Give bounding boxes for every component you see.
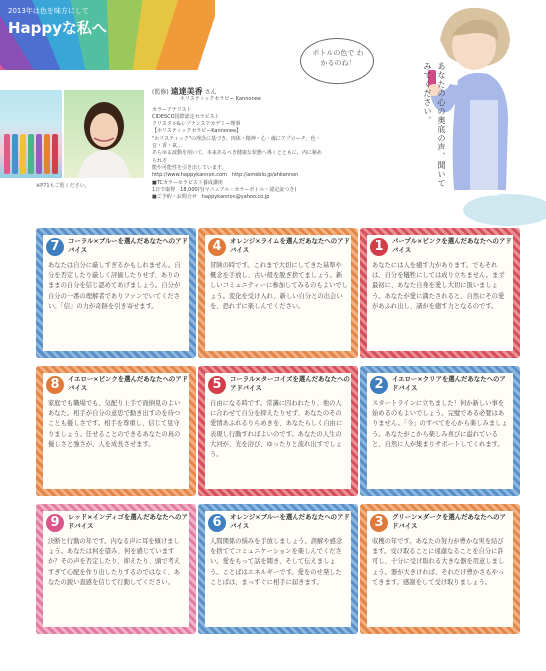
card-title: グリーン×ダークを選んだあなたへのアドバイス [392, 513, 506, 530]
card-title: パープル×ピンクを選んだあなたへのアドバイス [392, 237, 512, 254]
profile-block [152, 88, 322, 201]
vertical-headline-line2: みてください。 [423, 62, 432, 125]
card-body: スタートラインに立ちました！何か新しい事を始めるのもよいでしょう。完璧である必要はありません。「今」のすべてを心から楽しみましょう。あなたがこから楽しみ喜びに溢れていると、自然に人が集まりサポートしてくれます。 [372, 400, 508, 448]
card-body: 冒険の時です。これまで大切にしてきた基準や概念を手放し、古い殻を脱ぎ捨てましょう。新しいコミュニティーに参加してみるのもよいでしょう。変化を受け入れ、新しい自分との出会いを、恐れずに楽しんでください。 [210, 262, 348, 310]
profile-title: ホリスティックセラピー Kannonee [180, 96, 261, 103]
woman-illustration [358, 0, 546, 228]
advice-card-8 [36, 366, 196, 496]
honorific: さん [204, 89, 217, 96]
vertical-headline [420, 62, 448, 188]
card-title: コーラル×ブルーを選んだあなたへのアドバイス [68, 237, 188, 254]
portrait-photo [64, 90, 144, 178]
card-body: 人間関係の悩みを手放しましょう。誤解や感念を捨ててコミュニケーションを楽しんでください。愛をもって話を聞き、そして伝えましょう。ことばはエネルギーです。愛をのせ発したことばは、まっすぐに相手に届きます。 [210, 538, 343, 586]
card-number: 8 [46, 376, 64, 394]
profile-line: カラーアナリスト [152, 106, 192, 113]
card-title: オレンジ×ブルーを選んだあなたへのアドバイス [230, 513, 350, 530]
advice-card-4 [198, 228, 358, 358]
portrait-illustration [64, 90, 144, 178]
advice-card-3 [360, 504, 520, 634]
photo-caption: ※P71もご覧ください。 [36, 183, 90, 189]
profile-line: クリスタル&レゾナンスアカデミー理事 [152, 121, 241, 128]
header-banner [0, 0, 215, 70]
card-number: 1 [370, 238, 388, 256]
card-number: 5 [208, 376, 226, 394]
banner-text [8, 6, 107, 38]
advice-card-9 [36, 504, 196, 634]
card-body: あなたには人を癒す力があります。でもそれは、自分を犠牲にしては成り立ちません。まず最初に、あなた自身を愛し大切に扱いましょう。あなたが愛に満たされると、自然にその愛があふれ出し、諸がを癒す力となるのです。 [372, 262, 505, 310]
profile-line: "ホリスティック"の理念に基づき、肉体・精神・心・魂にアプローチ。色・音・香・氣… [152, 135, 321, 150]
profile-line: 【ホリスティックセラピーKannonee】 [152, 128, 242, 135]
card-title: オレンジ×ライムを選んだあなたへのアドバイス [230, 237, 350, 254]
card-number: 7 [46, 238, 64, 256]
card-number: 4 [208, 238, 226, 256]
supervisor-label: (監修) [152, 89, 169, 96]
card-title: コーラル×ターコイズを選んだあなたへのアドバイス [230, 375, 350, 392]
card-number: 3 [370, 514, 388, 532]
speech-bubble-text: ボトルの色で わかるのね！ [312, 49, 364, 67]
vertical-headline-line1: あなたの心の奥底の声、聞いて [437, 62, 446, 188]
profile-line: 能や可能性を引き出しています。 [152, 164, 227, 171]
card-title: イエロー×ピンクを選んだあなたへのアドバイス [68, 375, 189, 392]
advice-card-1 [360, 228, 520, 358]
card-title: レッド×インディゴを選んだあなたへのアドバイス [68, 513, 188, 530]
card-title: イエロー×クリアを選んだあなたへのアドバイス [392, 375, 506, 392]
advice-card-7 [36, 228, 196, 358]
profile-line: 1日で取得 18,000円(マニュアル・カラーボトル・認定証つき) [152, 186, 297, 193]
profile-line: CIDESCO国際認定セラピスト [152, 113, 220, 120]
card-body: 決断と行動の年です。内なる声に耳を傾けましょう。あなたは何を望み、何を感じていますか？その声を否定したり、抑えたり、頭で考えすぎて心配を作り出したりするのではなく、あなたの鋭い直感を信じて行動してください。 [48, 538, 181, 586]
banner-title: Happyな私へ [8, 19, 107, 37]
advice-card-5 [198, 366, 358, 496]
profile-name-line [152, 88, 322, 96]
banner-subtitle: 2013年は色を味方にして [8, 7, 89, 15]
card-number: 2 [370, 376, 388, 394]
profile-line: ■TCカラーセラピスト養成講座 [152, 179, 223, 186]
advice-card-6 [198, 504, 358, 634]
contact-email[interactable]: ■ご予約・お問合せ happykannon@yahoo.co.jp [152, 194, 270, 201]
card-number: 6 [208, 514, 226, 532]
profile-line: あらゆる波動を用いて、本来あるべき健康な状態へ導くとともに、内に秘められ才 [152, 150, 322, 164]
card-number: 9 [46, 514, 64, 532]
advice-card-2 [360, 366, 520, 496]
color-bottles-photo [0, 90, 62, 178]
card-body: 自由になる時です。常識に囚われたり、他の人に合わせて自分を抑えたりせず、あなたのその愛情あふれるりらめきを、あなたらしく自由に表現し行動すればよいのです。あなたの人生の大河が、光を浴び、ゆったりと流れ出すでしょう。 [210, 400, 343, 459]
card-body: 家庭でも職場でも、気配り上手で面倒見のよいあなた。相手が自分の意思で動き出すのを待つことも優しさです。相手を尊重し、信じて見守りましょう。任せることのできるあなたの真の優しさと強さが、人を成長させます。 [48, 400, 181, 448]
website-links[interactable]: http://www.happykannon.com http://ameblo.jp/ahkannon [152, 172, 299, 179]
card-body: 収穫の年です。あなたの努力が豊かな実を結びます。受け取ることに遠慮なることを自分に許可し、十分に受け取れる大きな器を用意しましょう。器が大きければ、それだけ豊かさもやってきます。感謝をして受け取りましょう。 [372, 538, 505, 586]
card-body: あなたは自分に厳しすぎるかもしれません。自分を否定したり厳しく評価したりせず、ありのままの自分を信じ認めてあげましょう。自分が自分の一番の理解者でありファンでいてください。「信」の力が奇跡を引き寄せます。 [48, 262, 181, 310]
supervisor-name: 遠達美香 [170, 87, 203, 96]
